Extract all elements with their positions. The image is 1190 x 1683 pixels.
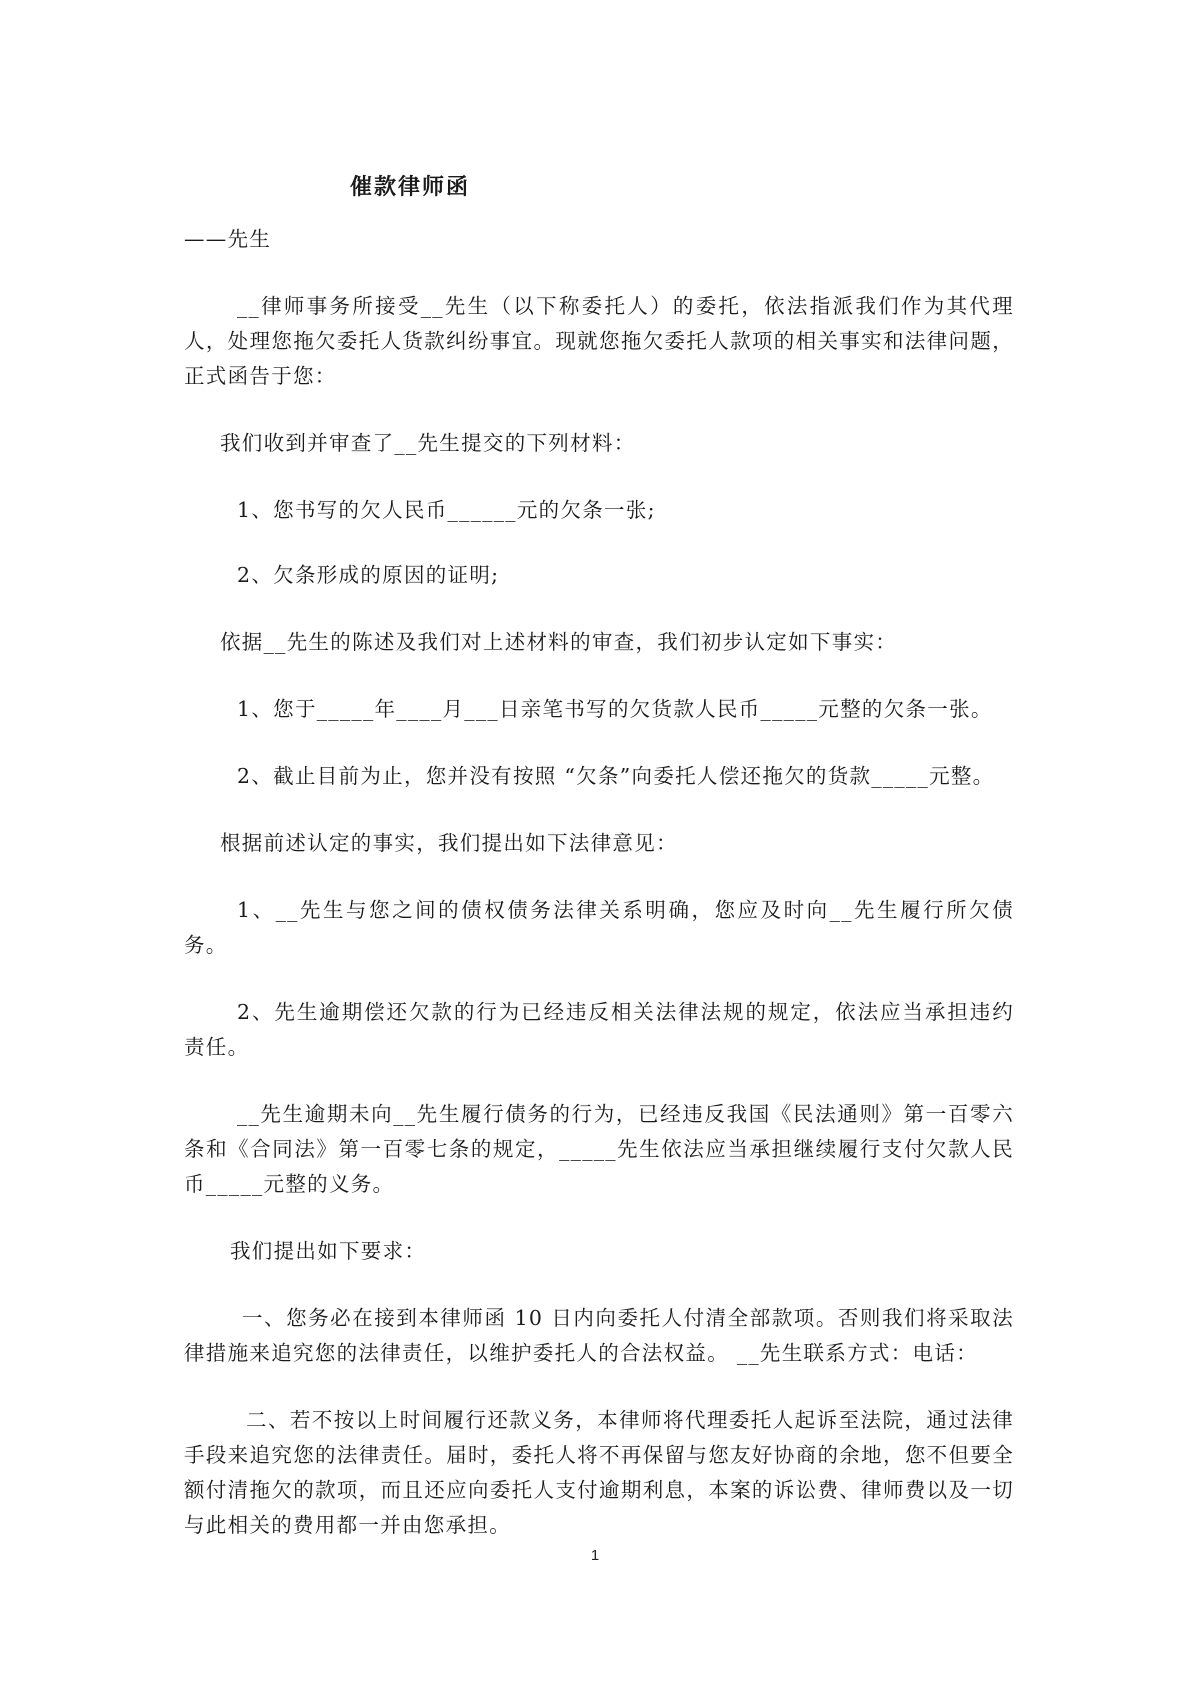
paragraph-facts-heading: 依据__先生的陈述及我们对上述材料的审查，我们初步认定如下事实： (220, 630, 898, 654)
paragraph-materials-heading: 我们收到并审查了__先生提交的下列材料： (220, 431, 636, 455)
paragraph-intro: __律师事务所接受__先生（以下称委托人）的委托，依法指派我们作为其代理人，处理您拖欠委托人货款纠纷事宜。现就您拖欠委托人款项的相关事实和法律问题，正式函告于您： (184, 294, 1014, 388)
paragraph-material-2: 2、欠条形成的原因的证明; (237, 563, 500, 587)
document-title: 催款律师函 (350, 174, 471, 200)
paragraph-request-2: 二、若不按以上时间履行还款义务，本律师将代理委托人起诉至法院，通过法律手段来追究您的法律责任。届时，委托人将不再保留与您友好协商的余地，您不但要全额付清拖欠的款项，而且还应向委托人支付逾期利息，本案的诉讼费、律师费以及一切与此相关的费用都一并由您承担。 (184, 1408, 1014, 1537)
paragraph-material-1: 1、您书写的欠人民币______元的欠条一张; (237, 498, 656, 522)
paragraph-opinion-1: 1、__先生与您之间的债权债务法律关系明确，您应及时向__先生履行所欠债务。 (184, 898, 1014, 957)
page-number: 1 (590, 1547, 600, 1564)
paragraph-opinion-2: 2、先生逾期偿还欠款的行为已经违反相关法律法规的规定，依法应当承担违约责任。 (184, 1000, 1014, 1059)
paragraph-requests-heading: 我们提出如下要求： (230, 1239, 427, 1263)
paragraph-fact-1: 1、您于_____年____月___日亲笔书写的欠货款人民币_____元整的欠条一张。 (237, 697, 993, 721)
paragraph-legal-basis: __先生逾期未向__先生履行债务的行为，已经违反我国《民法通则》第一百零六条和《合同法》第一百零七条的规定，_____先生依法应当承担继续履行支付欠款人民币_____元整的义务。 (184, 1102, 1014, 1196)
paragraph-fact-2: 2、截止目前为止，您并没有按照 “欠条”向委托人偿还拖欠的货款_____元整。 (237, 764, 995, 788)
paragraph-opinion-heading: 根据前述认定的事实，我们提出如下法律意见： (220, 831, 678, 855)
salutation: ——先生 (184, 227, 272, 251)
paragraph-request-1: 一、您务必在接到本律师函 10 日内向委托人付清全部款项。否则我们将采取法律措施来追究您的法律责任，以维护委托人的合法权益。 __先生联系方式：电话： (184, 1306, 1014, 1365)
document-body (184, 222, 1014, 1575)
